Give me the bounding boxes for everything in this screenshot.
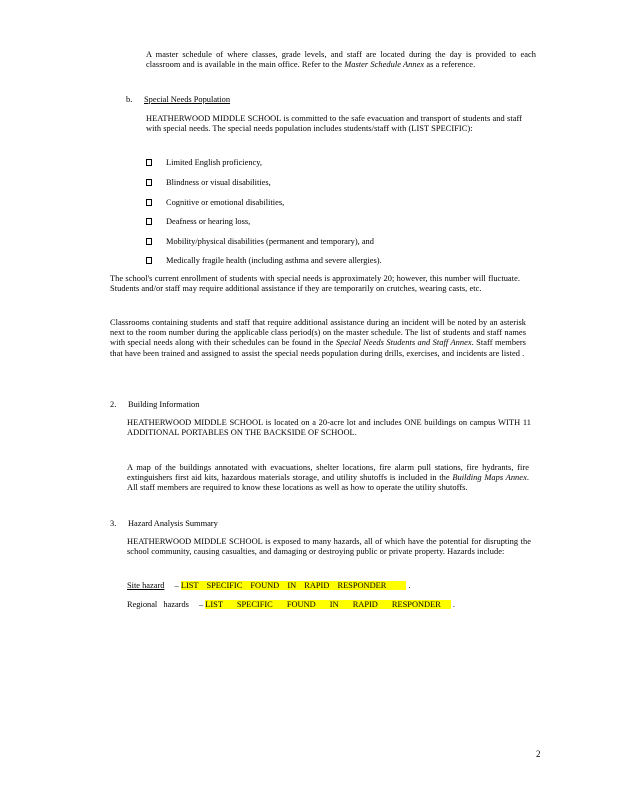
bullet-box-icon bbox=[146, 257, 152, 264]
section-heading-label: Special Needs Population bbox=[144, 95, 231, 104]
site-hazard-value: LIST SPECIFIC FOUND IN RAPID RESPONDER bbox=[181, 581, 407, 590]
classrooms-paragraph bbox=[110, 318, 526, 359]
dash: – bbox=[199, 600, 204, 609]
section-heading-label: Hazard Analysis Summary bbox=[128, 519, 218, 528]
building-paragraph: HEATHERWOOD MIDDLE SCHOOL is located on a 20-acre lot and includes ONE buildings on campus WITH 11 ADDITIONAL PORTABLES ON THE BACKSIDE OF SCHOOL. bbox=[127, 418, 531, 438]
site-hazard-line bbox=[127, 581, 411, 591]
bullet-text: Limited English proficiency, bbox=[166, 158, 262, 167]
bullet-box-icon bbox=[146, 238, 152, 245]
enrollment-text: The school's current enrollment of students with special needs is approximately bbox=[110, 274, 382, 283]
site-hazard-label: Site hazard bbox=[127, 581, 165, 590]
hazard-paragraph: HEATHERWOOD MIDDLE SCHOOL is exposed to many hazards, all of which have the potential for disrupting the school community, causing casualties, and damaging or destroying public or private property. Hazards include: bbox=[127, 537, 531, 557]
bullet-text: Medically fragile health (including asthma and severe allergies). bbox=[166, 256, 382, 265]
bullet-box-icon bbox=[146, 199, 152, 206]
enrollment-continuation: ; however, this number will fluctuate. Students and/or staff may require additional assistance if they are temporarily on crutches, wearing casts, etc. bbox=[110, 274, 520, 294]
regional-hazards-label: Regional hazards bbox=[127, 600, 189, 609]
classrooms-text: Classrooms containing students and staff that require additional assistance during an incident will be noted by an asterisk next to the room number during the applicable class period(s) on the master schedule. The list of students and staff names with special needs along with their schedules can be found in the bbox=[110, 318, 526, 348]
master-schedule-paragraph bbox=[146, 50, 536, 70]
special-needs-annex-ref: Special Needs Students and Staff Annex bbox=[335, 338, 472, 348]
classrooms-tail: . Staff members that have been trained and assigned to assist the special needs population during drills, exercises, and incidents are listed . bbox=[110, 338, 526, 358]
building-maps-annex-ref: Building Maps Annex bbox=[452, 473, 527, 483]
regional-hazards-value: LIST SPECIFIC FOUND IN RAPID RESPONDER bbox=[205, 600, 451, 609]
bullet-text: Deafness or hearing loss, bbox=[166, 217, 251, 226]
dash: – bbox=[174, 581, 179, 590]
building-map-paragraph bbox=[127, 463, 529, 494]
master-schedule-tail: as a reference. bbox=[426, 60, 476, 70]
master-schedule-text: A master schedule of where classes, grade levels, and staff are located during the day is provided to each classroom and is available in the main office. Refer to the bbox=[146, 50, 536, 70]
map-text: A map of the buildings annotated with evacuations, shelter locations, fire alarm pull stations, fire hydrants, fire extinguishers first aid kits, hazardous materials storage, and utility shutoffs is included in the bbox=[127, 463, 529, 483]
enrollment-paragraph bbox=[110, 274, 520, 294]
bullet-text: Blindness or visual disabilities, bbox=[166, 178, 271, 187]
map-tail: . All staff members are required to know these locations as well as how to operate the utility shutoffs. bbox=[127, 473, 529, 493]
section-heading-label: Building Information bbox=[128, 400, 200, 409]
bullet-box-icon bbox=[146, 179, 152, 186]
regional-hazards-line bbox=[127, 600, 455, 610]
master-schedule-annex-ref: Master Schedule Annex bbox=[344, 60, 425, 70]
section-number: 3. bbox=[110, 519, 117, 528]
section-marker: b. bbox=[126, 95, 133, 104]
page-number: 2 bbox=[536, 749, 541, 759]
bullet-text: Mobility/physical disabilities (permanent and temporary), and bbox=[166, 237, 374, 246]
bullet-box-icon bbox=[146, 159, 152, 166]
period: . bbox=[452, 600, 455, 609]
period: . bbox=[408, 581, 411, 590]
bullet-box-icon bbox=[146, 218, 152, 225]
bullet-text: Cognitive or emotional disabilities, bbox=[166, 198, 285, 207]
section-number: 2. bbox=[110, 400, 117, 409]
special-needs-paragraph: HEATHERWOOD MIDDLE SCHOOL is committed to the safe evacuation and transport of students and staff with special needs. The special needs population includes students/staff with (LIST SPECIFIC): bbox=[146, 114, 522, 134]
enrollment-count: 20 bbox=[383, 274, 393, 283]
